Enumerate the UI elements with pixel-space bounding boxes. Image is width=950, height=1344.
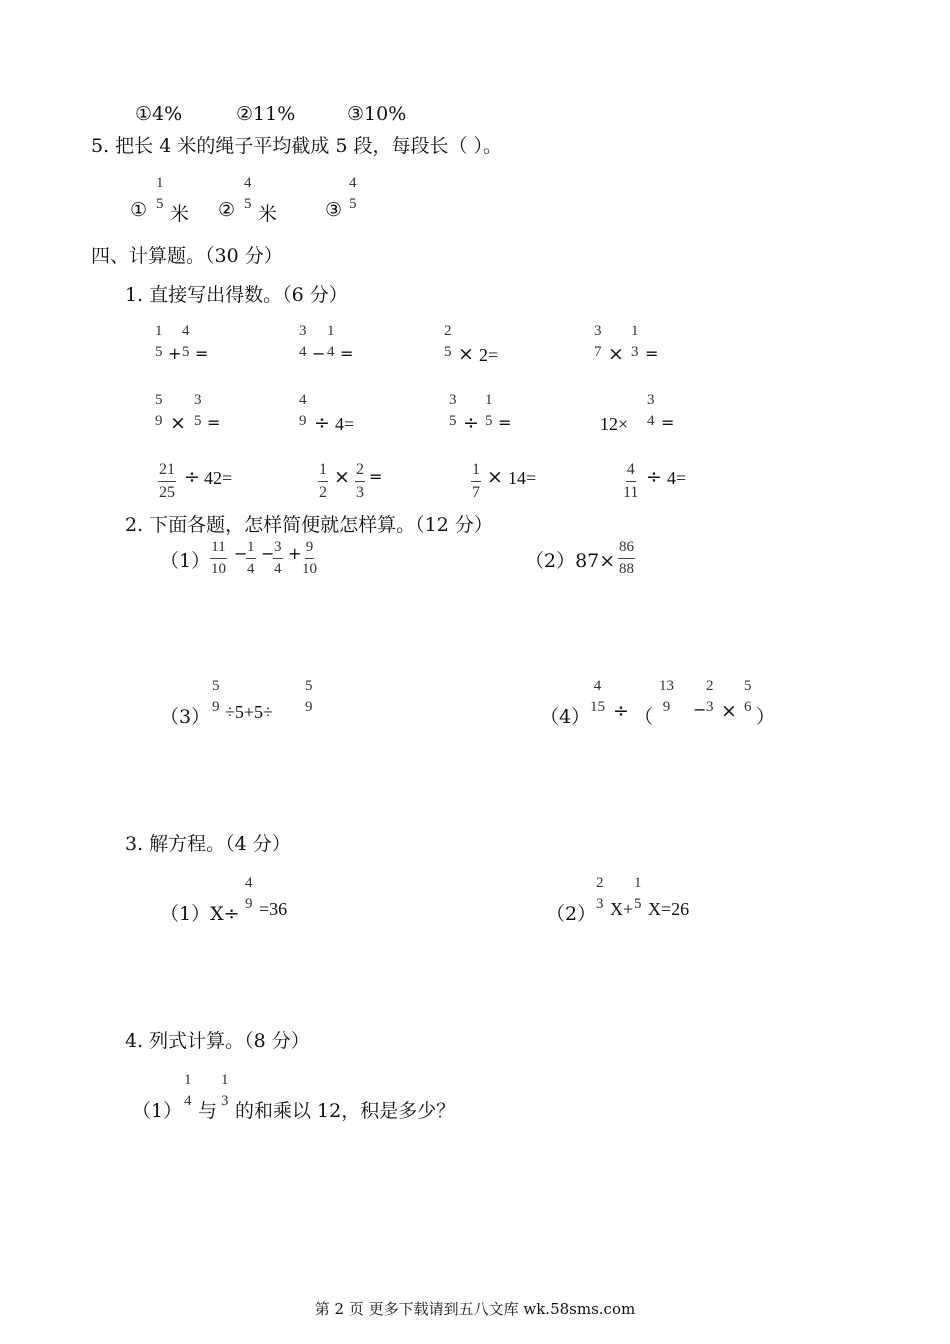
r3c3-fraction-a: 1 7 [472, 461, 480, 501]
r1c2-fraction-b: 1 4 [327, 323, 335, 360]
r1c4-fraction-a: 3 7 [594, 323, 602, 360]
p1-op-3: + [288, 544, 302, 563]
r2c3-fraction-b: 1 5 [485, 392, 493, 429]
r1c4-fraction-b: 1 3 [631, 323, 639, 360]
e1-fraction: 4 9 [245, 875, 253, 912]
r1c2-tail: = [340, 344, 354, 363]
r2c1-fraction-b: 3 5 [194, 392, 202, 429]
r3c1-tail: 42= [204, 468, 233, 488]
r1c4-tail: = [645, 344, 659, 363]
p3-fraction-1: 5 9 [212, 678, 220, 715]
p1-fraction-2: 1 4 [247, 539, 255, 577]
p4-paren-right: ） [756, 706, 776, 728]
e2-fraction-1: 2 3 [596, 875, 604, 912]
part-2-title: 2. 下面各题，怎样简便就怎样算。（12 分） [125, 514, 493, 536]
p3-middle: ÷5+5÷ [225, 702, 273, 722]
p4-label: （4） [540, 706, 591, 728]
r1c2-fraction-a: 3 4 [299, 323, 307, 360]
q1-tail: 的和乘以 12，积是多少？ [235, 1100, 456, 1122]
p4-fraction-2: 13 9 [659, 678, 674, 715]
page-footer: 第 2 页 更多下载请到五八文库 wk.58sms.com [314, 1300, 636, 1318]
q4-option-3: ③10% [347, 103, 407, 125]
r2c3-fraction-a: 3 5 [449, 392, 457, 429]
p1-label: （1） [160, 550, 211, 572]
r3c3-op: × [487, 466, 503, 488]
p4-paren-left: （ [634, 706, 654, 728]
r3c4-tail: 4= [667, 468, 687, 488]
r2c1-fraction-a: 5 9 [155, 392, 163, 429]
r3c2-fraction-b: 2 3 [356, 461, 364, 501]
q5-option-2-mark: ② [218, 199, 236, 221]
e2-tail: X=26 [648, 899, 690, 919]
q1-fraction-1: 1 4 [184, 1072, 192, 1109]
q5-option-3-fraction: 4 5 [349, 175, 357, 212]
p2-label: （2）87× [525, 550, 616, 572]
r2c1-op: × [170, 412, 186, 434]
r3c3-tail: 14= [508, 468, 537, 488]
q1-label: （1） [132, 1100, 183, 1122]
p2-fraction: 86 88 [619, 539, 634, 577]
r2c4-prefix: 12× [600, 414, 629, 434]
e2-middle: X+ [610, 899, 634, 919]
r1c1-tail: = [195, 344, 209, 363]
e1-label: （1）X÷ [160, 903, 240, 925]
part-1-title: 1. 直接写出得数。（6 分） [125, 284, 348, 306]
r3c2-tail: = [369, 467, 383, 486]
r1c3-tail: 2= [479, 345, 499, 365]
r3c2-op: × [334, 466, 350, 488]
r3c1-fraction-a: 21 25 [159, 461, 175, 501]
q1-fraction-2: 1 3 [221, 1072, 229, 1109]
r2c3-tail: = [498, 413, 512, 432]
r2c1-tail: = [207, 413, 221, 432]
p4-op-3: × [721, 700, 737, 722]
p4-op-2: − [693, 700, 707, 719]
r1c3-fraction-a: 2 5 [444, 323, 452, 360]
e1-tail: =36 [259, 899, 288, 919]
r1c1-op: + [168, 344, 182, 363]
q4-option-1: ①4% [135, 103, 183, 125]
r2c2-fraction-a: 4 9 [299, 392, 307, 429]
r3c4-op: ÷ [646, 466, 662, 488]
r1c3-op: × [458, 343, 474, 365]
part-4-title: 4. 列式计算。（8 分） [125, 1030, 310, 1052]
e2-fraction-2: 1 5 [634, 875, 642, 912]
q4-option-2: ②11% [236, 103, 296, 125]
p3-label: （3） [160, 706, 211, 728]
p4-op-1: ÷ [613, 700, 629, 722]
r1c4-op: × [608, 343, 624, 365]
r1c1-fraction-a: 1 5 [155, 323, 163, 360]
r2c3-op: ÷ [463, 412, 479, 434]
q5-option-1-unit: 米 [170, 203, 190, 225]
q1-middle: 与 [198, 1100, 218, 1122]
r2c2-tail: 4= [335, 414, 355, 434]
r1c2-op: − [312, 344, 326, 363]
p1-fraction-4: 9 10 [302, 539, 317, 577]
r1c1-fraction-b: 4 5 [182, 323, 190, 360]
p1-fraction-3: 3 4 [274, 539, 282, 577]
r3c2-fraction-a: 1 2 [319, 461, 327, 501]
q5-option-1-mark: ① [130, 199, 148, 221]
question-5-text: 5. 把长 4 米的绳子平均截成 5 段，每段长（ ）。 [91, 135, 503, 157]
p3-fraction-2: 5 9 [305, 678, 313, 715]
r2c2-op: ÷ [314, 412, 330, 434]
q5-option-1-fraction: 1 5 [156, 175, 164, 212]
p1-op-1: − [234, 544, 248, 563]
section-4-title: 四、计算题。（30 分） [91, 245, 283, 267]
p4-fraction-4: 5 6 [744, 678, 752, 715]
p4-fraction-3: 2 3 [706, 678, 714, 715]
r2c4-tail: = [661, 413, 675, 432]
q5-option-3-mark: ③ [325, 199, 343, 221]
r3c4-fraction-a: 4 11 [623, 461, 639, 501]
q5-option-2-unit: 米 [258, 203, 278, 225]
q5-option-2-fraction: 4 5 [244, 175, 252, 212]
r2c4-fraction-b: 3 4 [647, 392, 655, 429]
r3c1-op: ÷ [184, 466, 200, 488]
e2-label: （2） [546, 903, 597, 925]
p4-fraction-1: 4 15 [590, 678, 605, 715]
part-3-title: 3. 解方程。（4 分） [125, 833, 291, 855]
p1-fraction-1: 11 10 [211, 539, 226, 577]
p1-op-2: − [261, 544, 275, 563]
